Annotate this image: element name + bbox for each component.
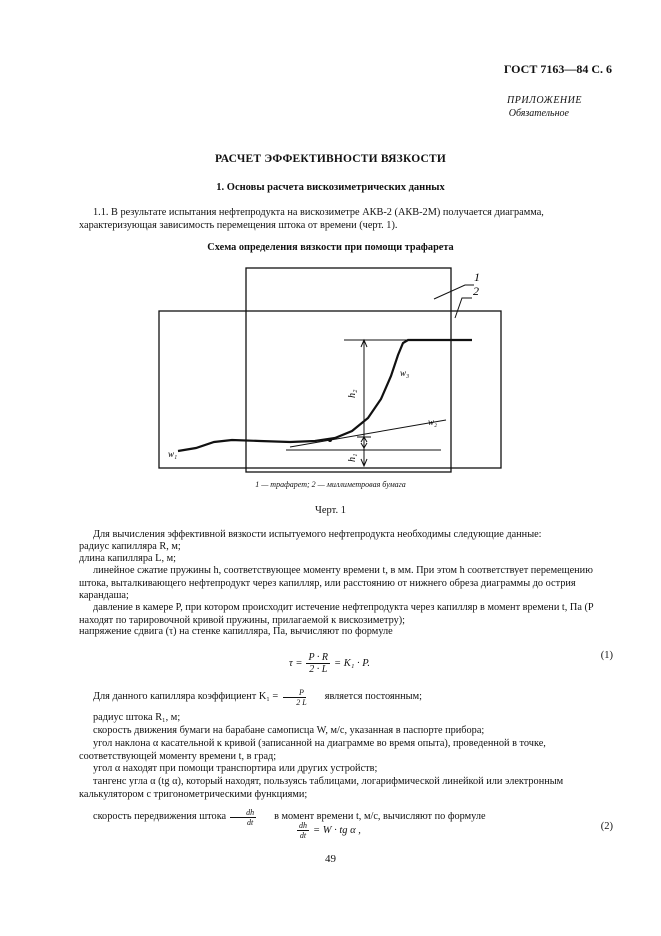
section-heading: 1. Основы расчета вискозиметрических данных bbox=[216, 182, 445, 193]
figure-legend: 1 — трафарет; 2 — миллиметровая бумага bbox=[255, 480, 406, 489]
text-line: напряжение сдвига (τ) на стенке капилляра, Па, вычисляют по формуле bbox=[79, 626, 393, 637]
label-1: 1 bbox=[474, 270, 480, 284]
record-curve bbox=[178, 340, 472, 451]
eq2-number: (2) bbox=[600, 821, 613, 832]
label-w1: w₁ bbox=[168, 449, 178, 459]
text-line: скорость движения бумаги на барабане самописца W, м/с, указанная в паспорте прибора; bbox=[93, 725, 485, 736]
label-h1: h₁ bbox=[347, 453, 358, 462]
paragraph-1-1: 1.1. В результате испытания нефтепродукта на вискозиметре АКВ-2 (АКВ-2М) получается диаграмма, характеризующая зависимость перемещения штока от времени (черт. 1). bbox=[79, 207, 544, 231]
label-w2: w₂ bbox=[428, 417, 438, 427]
graph-paper-rect bbox=[159, 311, 501, 468]
appendix-label: ПРИЛОЖЕНИЕ bbox=[507, 95, 582, 106]
tangent-line bbox=[290, 420, 446, 447]
label-h2: h₂ bbox=[347, 389, 358, 398]
page-header: ГОСТ 7163—84 С. 6 bbox=[503, 62, 612, 76]
appendix-type: Обязательное bbox=[508, 108, 569, 119]
eq1-lhs: τ = bbox=[289, 658, 303, 669]
eq1-number: (1) bbox=[600, 650, 613, 661]
label-w3: w₃ bbox=[400, 368, 410, 378]
leader-2 bbox=[455, 298, 472, 318]
equation-1 bbox=[79, 640, 613, 680]
text-line: угол α находят при помощи транспортира или других устройств; bbox=[93, 763, 378, 774]
k1-denominator: 2 L bbox=[296, 698, 307, 707]
eq2-numerator: dh bbox=[299, 821, 307, 830]
speed-numerator: dh bbox=[230, 808, 256, 818]
text-line: радиус капилляра R, м; bbox=[79, 541, 181, 552]
text-line: длина капилляра L, м; bbox=[79, 553, 176, 564]
label-2: 2 bbox=[473, 284, 479, 298]
eq2-rhs: = W · tg α , bbox=[313, 825, 361, 836]
speed-before: скорость передвижения штока bbox=[93, 811, 227, 823]
k1-line bbox=[79, 688, 613, 707]
text-line: тангенс угла α (tg α), который находят, пользуясь таблицами, логарифмической линейкой или электронным калькулятором с тригонометрическими функциями; bbox=[79, 776, 564, 800]
figure-caption: Схема определения вязкости при помощи трафарета bbox=[207, 242, 454, 253]
text-line: радиус штока R₁, м; bbox=[93, 712, 181, 723]
text-line: угол наклона α касательной к кривой (записанной на диаграмме во время опыта), проведенной в точке, соответствующей моменту времени t, в град; bbox=[79, 738, 546, 762]
equation-2 bbox=[79, 812, 613, 852]
eq2-denominator: dt bbox=[299, 831, 307, 840]
text-line: линейное сжатие пружины h, соответствующее моменту времени t, в мм. При этом h соответствует перемещению штока, выталкивающего нефтепродукт через капилляр, или расстоянию от нижнего обреза диаграммы до острия карандаша; bbox=[79, 565, 593, 601]
leader-1 bbox=[434, 285, 474, 299]
page-number: 49 bbox=[325, 853, 336, 865]
eq1-denominator: 2 · L bbox=[309, 664, 328, 675]
k1-before: Для данного капилляра коэффициент K₁ = bbox=[93, 691, 279, 703]
text-line: давление в камере P, при котором происходит истечение нефтепродукта через капилляр в момент времени t, Па (P находят по тарировочной кривой пружины, прилагаемой к вискозиметру); bbox=[79, 602, 594, 626]
eq1-numerator: P · R bbox=[308, 652, 329, 663]
tangent-point bbox=[328, 438, 332, 442]
speed-denominator: dt bbox=[246, 818, 254, 827]
k1-numerator: P bbox=[283, 688, 306, 698]
eq1-rhs: = K₁ · P. bbox=[334, 658, 370, 669]
text-line: Для вычисления эффективной вязкости испытуемого нефтепродукта необходимы следующие данные: bbox=[93, 529, 542, 540]
figure-number: Черт. 1 bbox=[315, 505, 346, 516]
document-title: РАСЧЕТ ЭФФЕКТИВНОСТИ ВЯЗКОСТИ bbox=[214, 153, 447, 165]
k1-after: является постоянным; bbox=[324, 691, 422, 703]
speed-after: в момент времени t, м/с, вычисляют по формуле bbox=[274, 811, 486, 823]
